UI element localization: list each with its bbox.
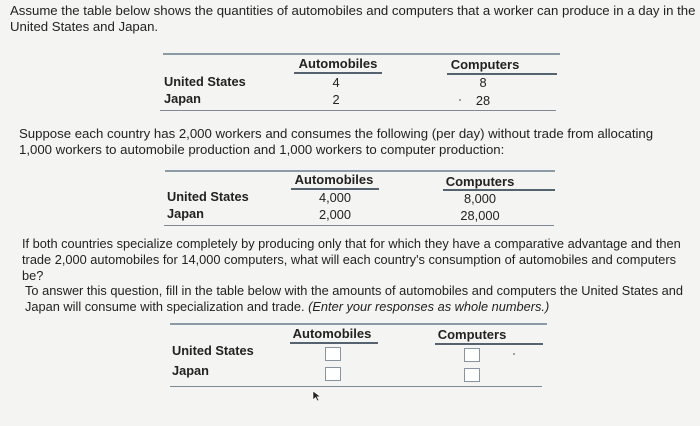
table-top-rule [170, 323, 547, 325]
japan-automobiles-input[interactable] [325, 367, 341, 381]
stray-dot [513, 353, 515, 355]
stray-dot [459, 99, 461, 101]
scenario-paragraph: Suppose each country has 2,000 workers and consumes the following (per day) without trade from allocating 1,000 workers to automobile production and 1,000 workers to computer production: [19, 126, 654, 157]
row-label-united-states: United States [164, 74, 246, 89]
row-label-united-states: United States [167, 189, 249, 204]
header-underline [290, 342, 378, 344]
header-underline [435, 343, 543, 345]
japan-computers-input[interactable] [464, 368, 480, 382]
table-bottom-rule [170, 386, 542, 387]
table-top-rule [163, 53, 560, 55]
column-header-computers: Computers [445, 174, 515, 189]
row-label-united-states: United States [172, 343, 254, 358]
header-underline [294, 72, 382, 74]
question-paragraph: If both countries specialize completely by producing only that for which they have a comparative advantage and then trade 2,000 automobiles for 14,000 computers, what will each country's consumption of automobiles and computers be? [22, 236, 681, 283]
row-label-japan: Japan [172, 363, 209, 378]
cell-japan-automobiles: 2,000 [318, 207, 352, 222]
instruction-hint: (Enter your responses as whole numbers.) [308, 299, 550, 314]
cell-us-computers: 8,000 [463, 191, 497, 206]
column-header-automobiles: Automobiles [292, 326, 372, 341]
row-label-japan: Japan [164, 91, 201, 106]
column-header-computers: Computers [450, 57, 520, 72]
cell-japan-automobiles: 2 [332, 92, 340, 107]
instruction-paragraph [25, 283, 695, 315]
table-bottom-rule [160, 110, 556, 111]
cell-us-automobiles: 4,000 [318, 190, 352, 205]
us-automobiles-input[interactable] [325, 347, 341, 361]
mouse-pointer-icon [312, 390, 322, 402]
cell-japan-computers: 28 [475, 93, 491, 108]
column-header-automobiles: Automobiles [294, 172, 374, 187]
cell-japan-computers: 28,000 [460, 208, 500, 223]
row-label-japan: Japan [167, 206, 204, 221]
instruction-text: To answer this question, fill in the table below with the amounts of automobiles and computers the United States and Japan will consume with specialization and trade. [25, 283, 683, 314]
intro-paragraph: Assume the table below shows the quantities of automobiles and computers that a worker can produce in a day in the United States and Japan. [10, 3, 696, 34]
column-header-computers: Computers [437, 327, 507, 342]
cell-us-computers: 8 [479, 75, 487, 90]
column-header-automobiles: Automobiles [298, 56, 378, 71]
us-computers-input[interactable] [464, 348, 480, 362]
cell-us-automobiles: 4 [332, 75, 340, 90]
table-bottom-rule [164, 225, 554, 226]
